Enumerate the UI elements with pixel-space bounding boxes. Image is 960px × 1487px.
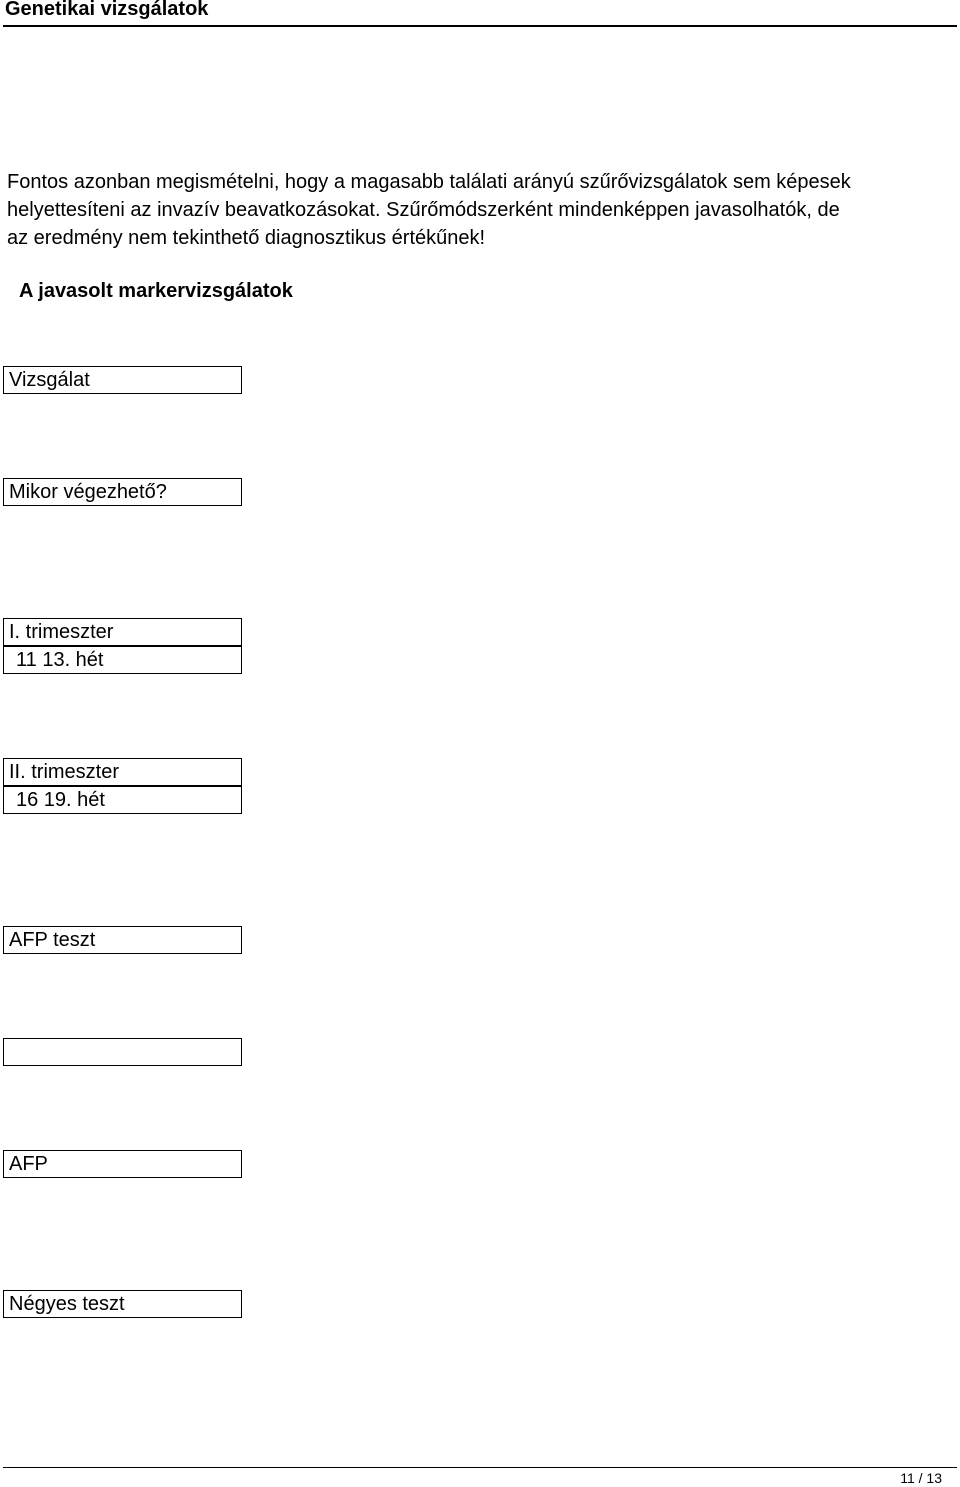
cell-text: AFP teszt [9,929,96,951]
table-cell-afp-teszt [3,926,242,954]
cell-text: 11 13. hét [16,649,104,671]
table-cell-weeks-2 [3,786,242,814]
table-cell-vizsgalat [3,366,242,394]
paragraph-line-1: Fontos azonban megismételni, hogy a magasabb találati arányú szűrővizsgálatok sem képesek [7,171,851,193]
body-paragraph [7,168,957,252]
table-cell-weeks-1 [3,646,242,674]
page-number: 11 / 13 [900,1470,942,1486]
table-cell-trimester-1 [3,618,242,646]
cell-text [4,1041,9,1063]
footer-divider [3,1467,957,1468]
paragraph-line-2: helyettesíteni az invazív beavatkozásokat. Szűrőmódszerként mindenképpen javasolhatók, de [7,199,840,221]
table-cell-mikor [3,478,242,506]
cell-text: II. trimeszter [9,761,120,783]
cell-text: AFP [9,1153,48,1175]
header-divider [3,25,957,27]
paragraph-line-3: az eredmény nem tekinthető diagnosztikus értékűnek! [7,227,486,249]
cell-text: Vizsgálat [9,369,90,391]
cell-text: Mikor végezhető? [9,481,167,503]
section-heading: A javasolt markervizsgálatok [19,280,293,302]
table-cell-negyes-teszt [3,1290,242,1318]
table-cell-trimester-2 [3,758,242,786]
cell-text: 16 19. hét [16,789,105,811]
cell-text: Négyes teszt [9,1293,125,1315]
cell-text: I. trimeszter [9,621,114,643]
page-header-title: Genetikai vizsgálatok [5,0,209,20]
table-cell-afp [3,1150,242,1178]
table-cell-dash [3,1038,242,1066]
